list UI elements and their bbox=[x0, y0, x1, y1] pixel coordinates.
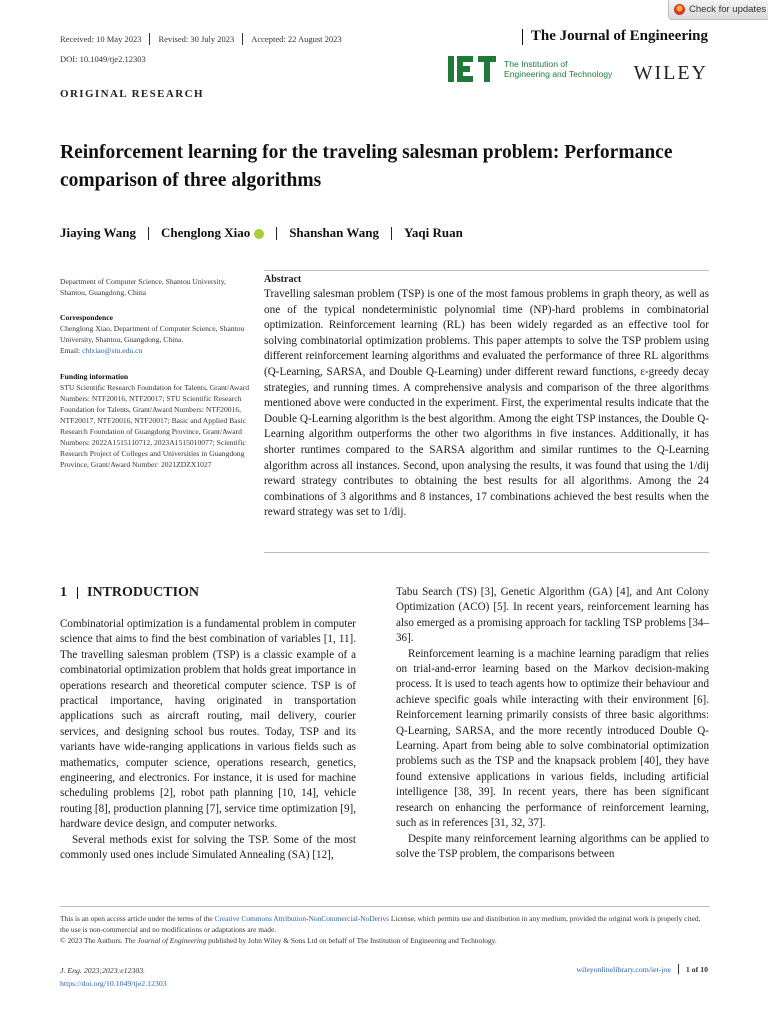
abstract-heading: Abstract bbox=[264, 274, 302, 285]
author-name[interactable]: Yaqi Ruan bbox=[403, 225, 463, 240]
funding-heading: Funding information bbox=[60, 371, 129, 381]
iet-name-line1: The Institution of bbox=[504, 59, 568, 69]
iet-name-line2: Engineering and Technology bbox=[504, 69, 613, 79]
license-text: This is an open access article under the terms of the bbox=[60, 914, 215, 923]
section-heading bbox=[60, 585, 199, 601]
copyright-text: © 2023 The Authors. bbox=[60, 936, 125, 946]
email-link[interactable]: chlxiao@stu.edu.cn bbox=[82, 346, 143, 356]
paragraph: Tabu Search (TS) [3], Genetic Algorithm (GA) [4], and Ant Colony Optimization (ACO) [5]. In recent years, reinforcement learning has also emerged as a promising approach for tackling TSP problems [34–36]. bbox=[396, 586, 709, 645]
body-column-left bbox=[60, 617, 356, 864]
funding-text: STU Scientific Research Foundation for Talents, Grant/Award Numbers: NTF20016, NTF20017; STU Scientific Research Foundation for Talents, Grant/Award Numbers: NTF20016, NTF20017, NTF20016, NTF20017; Basic and Applied Basic Research Foundation of Guangdong Province, Grant/Award Numbers: 2022A1515110712, 2023A1515010077; Scientific Research Project of Colleges and Universities in Guangdong Province, Grant/Award Number: 2021ZDZX1027 bbox=[60, 382, 250, 470]
abstract-block bbox=[264, 274, 709, 521]
iet-logo bbox=[448, 56, 612, 82]
email-label: Email: bbox=[60, 346, 83, 356]
revised-date: Revised: 30 July 2023 bbox=[158, 34, 235, 44]
page-footer-right bbox=[576, 964, 708, 974]
license-link[interactable]: Creative Commons Attribution-NonCommercial-NoDerivs bbox=[214, 914, 390, 923]
check-for-updates-label: Check for updates bbox=[689, 4, 767, 15]
header-doi[interactable]: DOI: 10.1049/tje2.12303 bbox=[60, 54, 146, 64]
abstract-text: Travelling salesman problem (TSP) is one of the most famous problems in graph theory, as well as one of the typical nondeterministic polynomial time (NP)-hard problems in combinatorial optimization. Reinforcement learning (RL) has been widely regarded as an effective tool for solving combinatorial optimization problems. This paper attempts to solve the TSP problem using different reinforcement learning algorithms and evaluated the performance of three RL algorithms (Q-Learning, SARSA, and Double Q-Learning) under different reward functions, ε-greedy decay strategies, and running times. A comprehensive analysis and comparison of the three algorithms mentioned above were conducted in the experiment. First, the experimental results indicate that the Double Q-Learning algorithm is the best algorithm. Among the eight TSP instances, the Double Q-Learning algorithm outperforms the other two algorithms in five instances. Additionally, it has shorter runtimes compared to the SARSA algorithm and similar runtimes to the Q-Learning algorithm across all instances. Second, upon analysing the results, it was found that using the 1/dij reward strategy contributes to obtaining the best results for all algorithms. Among the 24 combinations of 3 algorithms and 8 instances, 17 combinations achieved the best results when the reward strategy was set to 1/dij. bbox=[264, 288, 709, 519]
iet-mark-icon bbox=[448, 56, 496, 82]
accepted-date: Accepted: 22 August 2023 bbox=[251, 34, 342, 44]
journal-site-link[interactable]: wileyonlinelibrary.com/iet-joe bbox=[576, 964, 671, 974]
article-title: Reinforcement learning for the traveling salesman problem: Performance comparison of three algorithms bbox=[60, 142, 673, 191]
article-type-label: ORIGINAL RESEARCH bbox=[60, 88, 204, 100]
section-number: 1 bbox=[60, 585, 67, 600]
section-title: INTRODUCTION bbox=[87, 585, 200, 600]
correspondence-heading: Correspondence bbox=[60, 313, 114, 323]
received-date: Received: 10 May 2023 bbox=[60, 34, 142, 44]
journal-name bbox=[522, 28, 708, 45]
license-text: License, which permits use and distribution in any medium, provided the original work is properly cited, the use is non-commercial and no modifications or adaptations are made. bbox=[60, 914, 701, 935]
citation: J. Eng. 2023;2023:e12303. bbox=[60, 966, 146, 975]
abstract-top-rule bbox=[264, 270, 709, 271]
check-for-updates-badge[interactable] bbox=[668, 0, 768, 20]
author-name[interactable]: Chenglong Xiao bbox=[160, 225, 251, 240]
affiliation: Department of Computer Science, Shantou University, Shantou, Guangdong, China bbox=[60, 277, 226, 298]
copyright-text: published by John Wiley & Sons Ltd on behalf of The Institution of Engineering and Technology. bbox=[206, 936, 497, 946]
paragraph: Combinatorial optimization is a fundamental problem in computer science that aims to find the best combination of variables [1, 11]. The travelling salesman problem (TSP) is a classic example of a combinatorial optimization problem that holds great importance in operations research and theoretical computer science. TSP is of practical importance, having originated in transportation applications such as aircraft routing, mail delivery, courier services, and designing school bus routes. Today, TSP and its variants have wide-ranging applications in various fields such as mathematics, computer science, operations research, genetics, engineering, and electronics. For instance, it is used for machine scheduling problems [2], robot path planning [10, 14], vehicle routing [8], production planning [7], service time optimization [9], hardware device design, and computer networks. bbox=[60, 618, 356, 831]
paragraph: Despite many reinforcement learning algorithms can be applied to solve the TSP problem, the comparisons between bbox=[396, 832, 709, 860]
paragraph: Reinforcement learning is a machine learning paradigm that relies on trial-and-error learning based on the Markov decision-making process. It is used to teach agents how to optimize their behaviour and achieve specific goals while interacting with their environment [6]. Reinforcement learning primarily consists of three basic algorithms: Q-Learning, SARSA, and the more recently introduced Double Q-Learning. Apart from being able to solve combinatorial optimization problems such as the TSP and the knapsack problem [40], they have found extensive applications in various fields, including artificial intelligence [38, 39]. In recent years, there has been significant research on enhancing the performance of reinforcement learning, such as in references [31, 32, 37]. bbox=[396, 647, 709, 830]
license-footnote bbox=[60, 913, 710, 947]
journal-title: The Journal of Engineering bbox=[530, 28, 708, 44]
author-name[interactable]: Jiaying Wang bbox=[60, 225, 136, 240]
wiley-logo: WILEY bbox=[633, 62, 708, 84]
author-name[interactable]: Shanshan Wang bbox=[289, 225, 379, 240]
orcid-icon[interactable] bbox=[254, 229, 264, 239]
article-dates bbox=[60, 33, 342, 45]
crossmark-icon bbox=[674, 4, 685, 15]
citation-block bbox=[60, 964, 167, 990]
article-info-column bbox=[60, 276, 250, 470]
correspondence-text: Chenglong Xiao, Department of Computer Science, Shantou University, Shantou, Guangdong, China. bbox=[60, 324, 245, 345]
paragraph: Several methods exist for solving the TSP. Some of the most commonly used ones include Simulated Annealing (SA) [12], bbox=[60, 833, 356, 862]
page-number: 1 of 10 bbox=[685, 964, 708, 974]
author-list bbox=[60, 225, 463, 241]
abstract-bottom-rule bbox=[264, 552, 709, 553]
footer-rule bbox=[60, 906, 710, 907]
doi-link[interactable]: https://doi.org/10.1049/tje2.12303 bbox=[60, 979, 167, 988]
copyright-journal: The Journal of Engineering bbox=[124, 936, 207, 946]
body-column-right bbox=[396, 585, 709, 862]
